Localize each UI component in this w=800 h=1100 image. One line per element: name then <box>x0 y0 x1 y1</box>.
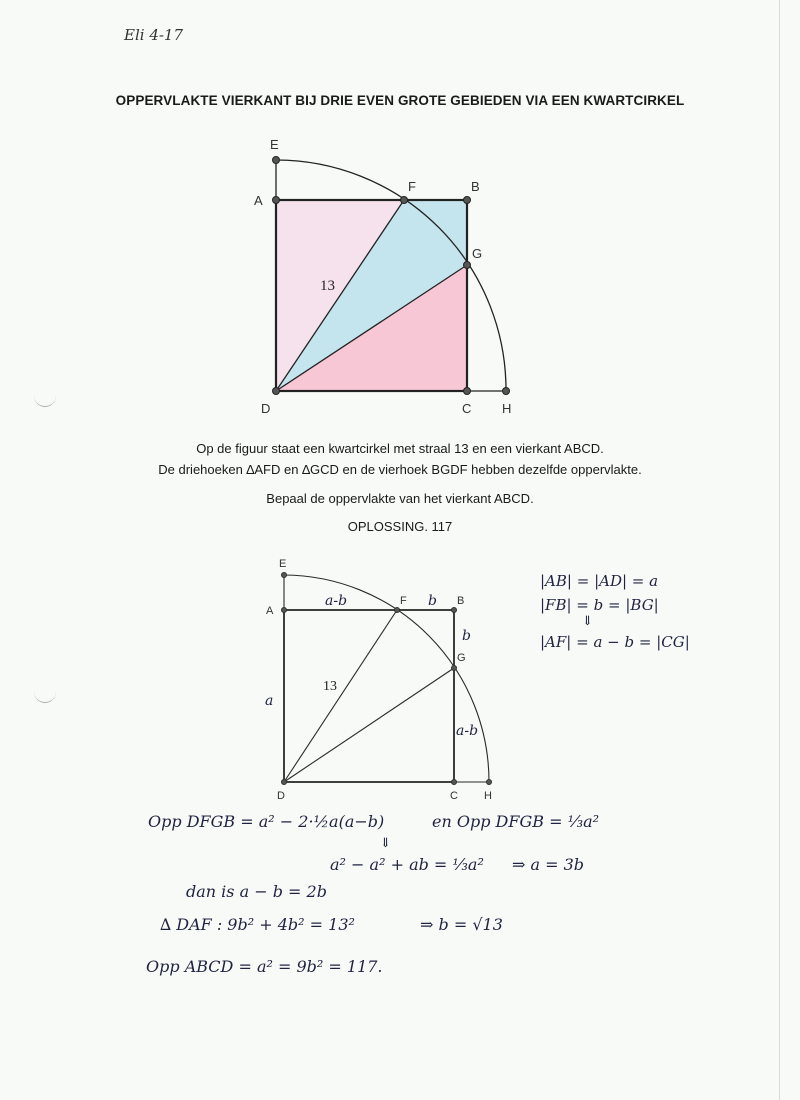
label-f-2: F <box>400 595 407 607</box>
problem-line-1: Op de figuur staat een kwartcirkel met straal 13 en een vierkant ABCD. <box>196 441 604 456</box>
label-f: F <box>408 179 416 194</box>
label-h-2: H <box>484 790 492 802</box>
hand-label-ad: a <box>265 693 274 709</box>
solution-line-1b: en Opp DFGB = ⅓a² <box>432 812 600 831</box>
label-a: A <box>254 193 263 208</box>
answer-label: OPLOSSING. 117 <box>347 519 453 534</box>
note-arrow: ⇓ <box>582 614 593 629</box>
problem-line-2: De driehoeken ∆AFD en ∆GCD en de vierhoek BGDF hebben dezelfde oppervlakte. <box>158 462 642 477</box>
label-g-2: G <box>457 652 466 664</box>
handwritten-reference: Eli 4-17 <box>124 26 184 44</box>
point-a-2 <box>281 607 286 612</box>
segment-dg-2 <box>284 668 454 782</box>
label-h: H <box>502 401 512 416</box>
segment-df-2 <box>284 610 397 782</box>
radius-label-2: 13 <box>323 679 337 694</box>
label-e-2: E <box>279 558 287 570</box>
hand-label-fb: b <box>428 593 437 609</box>
label-e: E <box>270 137 279 152</box>
note-line-3: |AF| = a − b = |CG| <box>540 633 690 651</box>
label-b: B <box>471 179 480 194</box>
label-g: G <box>472 246 483 261</box>
solution-line-1a: Opp DFGB = a² − 2·½a(a−b) <box>148 812 385 831</box>
label-c: C <box>462 401 472 416</box>
label-c-2: C <box>450 790 458 802</box>
point-f-2 <box>394 607 399 612</box>
note-line-1: |AB| = |AD| = a <box>540 572 659 590</box>
label-d-2: D <box>277 790 285 802</box>
hand-label-gc: a-b <box>456 723 479 739</box>
note-line-2: |FB| = b = |BG| <box>540 596 659 614</box>
label-d: D <box>261 401 271 416</box>
point-d-2 <box>281 779 286 784</box>
page-title: OPPERVLAKTE VIERKANT BIJ DRIE EVEN GROTE GEBIEDEN VIA EEN KWARTCIRKEL <box>115 93 685 108</box>
point-h-2 <box>486 779 491 784</box>
hand-label-bg: b <box>462 628 471 644</box>
solution-arrow: ⇓ <box>380 836 391 851</box>
solution-line-5: Opp ABCD = a² = 9b² = 117. <box>146 957 383 976</box>
solution-line-2b: ⇒ a = 3b <box>512 855 585 874</box>
point-c-2 <box>451 779 456 784</box>
point-e-2 <box>281 572 286 577</box>
solution-line-2a: a² − a² + ab = ⅓a² <box>330 855 484 874</box>
hand-label-af: a-b <box>325 593 348 609</box>
label-a-2: A <box>266 605 274 617</box>
solution-line-3: dan is a − b = 2b <box>186 882 327 901</box>
solution-line-4b: ⇒ b = √13 <box>420 915 503 934</box>
label-b-2: B <box>457 595 465 607</box>
point-g-2 <box>451 665 456 670</box>
radius-label: 13 <box>320 278 335 294</box>
solution-line-4a: ∆ DAF : 9b² + 4b² = 13² <box>160 915 355 934</box>
point-b-2 <box>451 607 456 612</box>
problem-line-3: Bepaal de oppervlakte van het vierkant ABCD. <box>266 491 534 506</box>
